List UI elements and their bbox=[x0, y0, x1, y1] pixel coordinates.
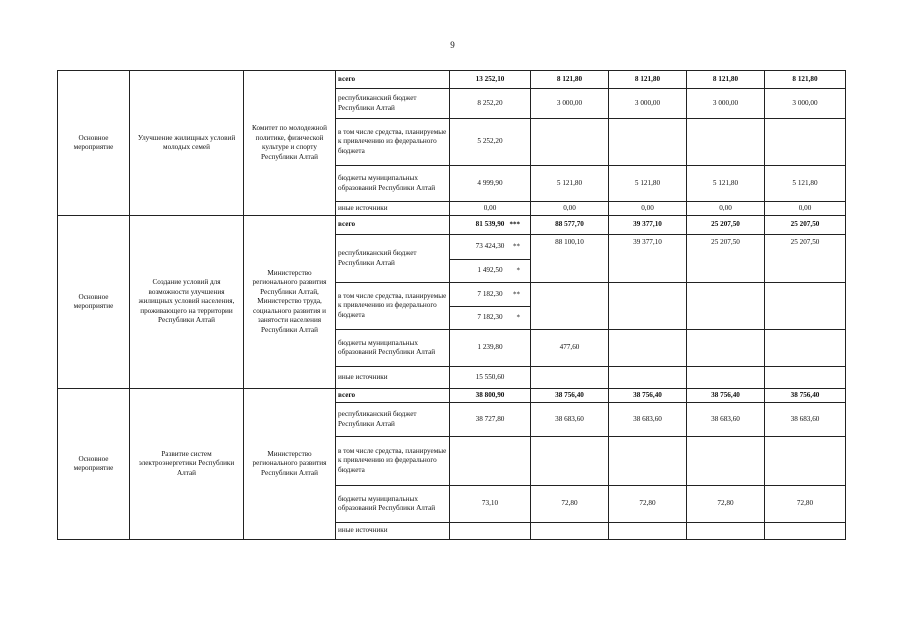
value-cell: 0,00 bbox=[687, 202, 765, 216]
value-cell bbox=[765, 523, 846, 540]
measure-type-cell: Основное мероприятие bbox=[58, 389, 130, 540]
value-cell bbox=[450, 260, 531, 283]
value-cell: 3 000,00 bbox=[531, 89, 609, 119]
source-cell: в том числе средства, планируемые к привлечению из федерального бюджета bbox=[336, 437, 450, 486]
footnote-mark: ** bbox=[513, 242, 520, 251]
source-cell: иные источники bbox=[336, 202, 450, 216]
footnote-mark: ** bbox=[513, 289, 520, 298]
executor-cell: Комитет по молодежной политике, физической культуре и спорту Республики Алтай bbox=[244, 71, 336, 216]
table-row bbox=[58, 216, 846, 235]
value-cell: 38 800,90 bbox=[450, 389, 531, 403]
value-cell: 88 577,70 bbox=[531, 216, 609, 235]
value-cell bbox=[450, 216, 531, 235]
value-cell: 72,80 bbox=[765, 486, 846, 523]
value-cell: 3 000,00 bbox=[609, 89, 687, 119]
value-cell: 38 683,60 bbox=[531, 403, 609, 437]
source-cell: всего bbox=[336, 389, 450, 403]
measure-type-cell: Основное мероприятие bbox=[58, 71, 130, 216]
value-cell: 0,00 bbox=[531, 202, 609, 216]
value-cell bbox=[687, 437, 765, 486]
value-cell: 8 252,20 bbox=[450, 89, 531, 119]
value-cell bbox=[765, 119, 846, 166]
value-cell: 25 207,50 bbox=[687, 216, 765, 235]
value-cell: 38 683,60 bbox=[609, 403, 687, 437]
source-cell: всего bbox=[336, 216, 450, 235]
value-cell bbox=[531, 523, 609, 540]
value-cell: 39 377,10 bbox=[609, 235, 687, 283]
value-cell: 38 683,60 bbox=[687, 403, 765, 437]
value-cell bbox=[609, 437, 687, 486]
value-cell: 4 999,90 bbox=[450, 166, 531, 202]
value-cell: 39 377,10 bbox=[609, 216, 687, 235]
value-cell: 5 121,80 bbox=[609, 166, 687, 202]
value-cell: 5 121,80 bbox=[687, 166, 765, 202]
source-cell: республиканский бюджет Республики Алтай bbox=[336, 235, 450, 283]
value-cell: 1 239,80 bbox=[450, 330, 531, 367]
value-cell bbox=[450, 523, 531, 540]
value-cell bbox=[687, 119, 765, 166]
value-cell: 88 100,10 bbox=[531, 235, 609, 283]
value-text: 7 182,30 bbox=[477, 289, 503, 298]
value-cell: 8 121,80 bbox=[609, 71, 687, 89]
value-text: 81 539,90 bbox=[475, 220, 505, 229]
value-cell: 38 756,40 bbox=[687, 389, 765, 403]
source-cell: республиканский бюджет Республики Алтай bbox=[336, 403, 450, 437]
value-cell: 25 207,50 bbox=[765, 216, 846, 235]
value-cell bbox=[609, 283, 687, 330]
value-cell bbox=[765, 437, 846, 486]
value-cell: 0,00 bbox=[450, 202, 531, 216]
footnote-mark: *** bbox=[509, 220, 520, 229]
value-text: 7 182,30 bbox=[477, 313, 503, 322]
value-cell: 38 683,60 bbox=[765, 403, 846, 437]
executor-cell: Министерство регионального развития Республики Алтай, Министерство труда, социального развития и занятости населения Республики Алтай bbox=[244, 216, 336, 389]
value-text: 1 492,50 bbox=[477, 266, 503, 275]
value-cell bbox=[687, 330, 765, 367]
value-cell: 72,80 bbox=[609, 486, 687, 523]
value-cell bbox=[609, 523, 687, 540]
value-cell bbox=[531, 437, 609, 486]
value-cell: 3 000,00 bbox=[765, 89, 846, 119]
value-cell: 0,00 bbox=[609, 202, 687, 216]
value-cell: 38 756,40 bbox=[609, 389, 687, 403]
measure-name-cell: Развитие систем электроэнергетики Республики Алтай bbox=[130, 389, 244, 540]
value-cell: 38 756,40 bbox=[765, 389, 846, 403]
measure-name-cell: Улучшение жилищных условий молодых семей bbox=[130, 71, 244, 216]
source-cell: иные источники bbox=[336, 367, 450, 389]
budget-table bbox=[57, 70, 846, 540]
value-text: 73 424,30 bbox=[475, 242, 505, 251]
value-cell bbox=[609, 119, 687, 166]
value-cell bbox=[531, 283, 609, 330]
measure-name-cell: Создание условий для возможности улучшения жилищных условий населения, проживающего на территории Республики Алтай bbox=[130, 216, 244, 389]
value-cell: 8 121,80 bbox=[531, 71, 609, 89]
value-cell: 38 727,80 bbox=[450, 403, 531, 437]
source-cell: иные источники bbox=[336, 523, 450, 540]
source-cell: бюджеты муниципальных образований Республики Алтай bbox=[336, 486, 450, 523]
table-row bbox=[58, 71, 846, 89]
table-row bbox=[58, 389, 846, 403]
value-cell: 73,10 bbox=[450, 486, 531, 523]
value-cell: 25 207,50 bbox=[765, 235, 846, 283]
value-cell bbox=[450, 283, 531, 307]
source-cell: в том числе средства, планируемые к привлечению из федерального бюджета bbox=[336, 119, 450, 166]
source-cell: всего bbox=[336, 71, 450, 89]
source-cell: в том числе средства, планируемые к привлечению из федерального бюджета bbox=[336, 283, 450, 330]
source-cell: бюджеты муниципальных образований Республики Алтай bbox=[336, 166, 450, 202]
value-cell bbox=[687, 367, 765, 389]
value-cell bbox=[450, 437, 531, 486]
value-cell bbox=[765, 367, 846, 389]
value-cell bbox=[687, 283, 765, 330]
value-cell bbox=[450, 235, 531, 260]
value-cell: 38 756,40 bbox=[531, 389, 609, 403]
value-cell bbox=[687, 523, 765, 540]
value-cell bbox=[450, 307, 531, 330]
value-cell bbox=[765, 330, 846, 367]
value-cell: 25 207,50 bbox=[687, 235, 765, 283]
value-cell: 15 550,60 bbox=[450, 367, 531, 389]
value-cell bbox=[531, 367, 609, 389]
value-cell: 477,60 bbox=[531, 330, 609, 367]
value-cell: 5 121,80 bbox=[531, 166, 609, 202]
value-cell: 8 121,80 bbox=[687, 71, 765, 89]
footnote-mark: * bbox=[516, 266, 520, 275]
value-cell: 5 121,80 bbox=[765, 166, 846, 202]
value-cell: 8 121,80 bbox=[765, 71, 846, 89]
value-cell: 13 252,10 bbox=[450, 71, 531, 89]
value-cell bbox=[765, 283, 846, 330]
source-cell: республиканский бюджет Республики Алтай bbox=[336, 89, 450, 119]
value-cell: 72,80 bbox=[687, 486, 765, 523]
value-cell: 5 252,20 bbox=[450, 119, 531, 166]
executor-cell: Министерство регионального развития Республики Алтай bbox=[244, 389, 336, 540]
source-cell: бюджеты муниципальных образований Республики Алтай bbox=[336, 330, 450, 367]
value-cell: 3 000,00 bbox=[687, 89, 765, 119]
value-cell: 0,00 bbox=[765, 202, 846, 216]
value-cell bbox=[531, 119, 609, 166]
page-number: 9 bbox=[450, 40, 455, 50]
value-cell: 72,80 bbox=[531, 486, 609, 523]
value-cell bbox=[609, 330, 687, 367]
measure-type-cell: Основное мероприятие bbox=[58, 216, 130, 389]
value-cell bbox=[609, 367, 687, 389]
footnote-mark: * bbox=[516, 313, 520, 322]
